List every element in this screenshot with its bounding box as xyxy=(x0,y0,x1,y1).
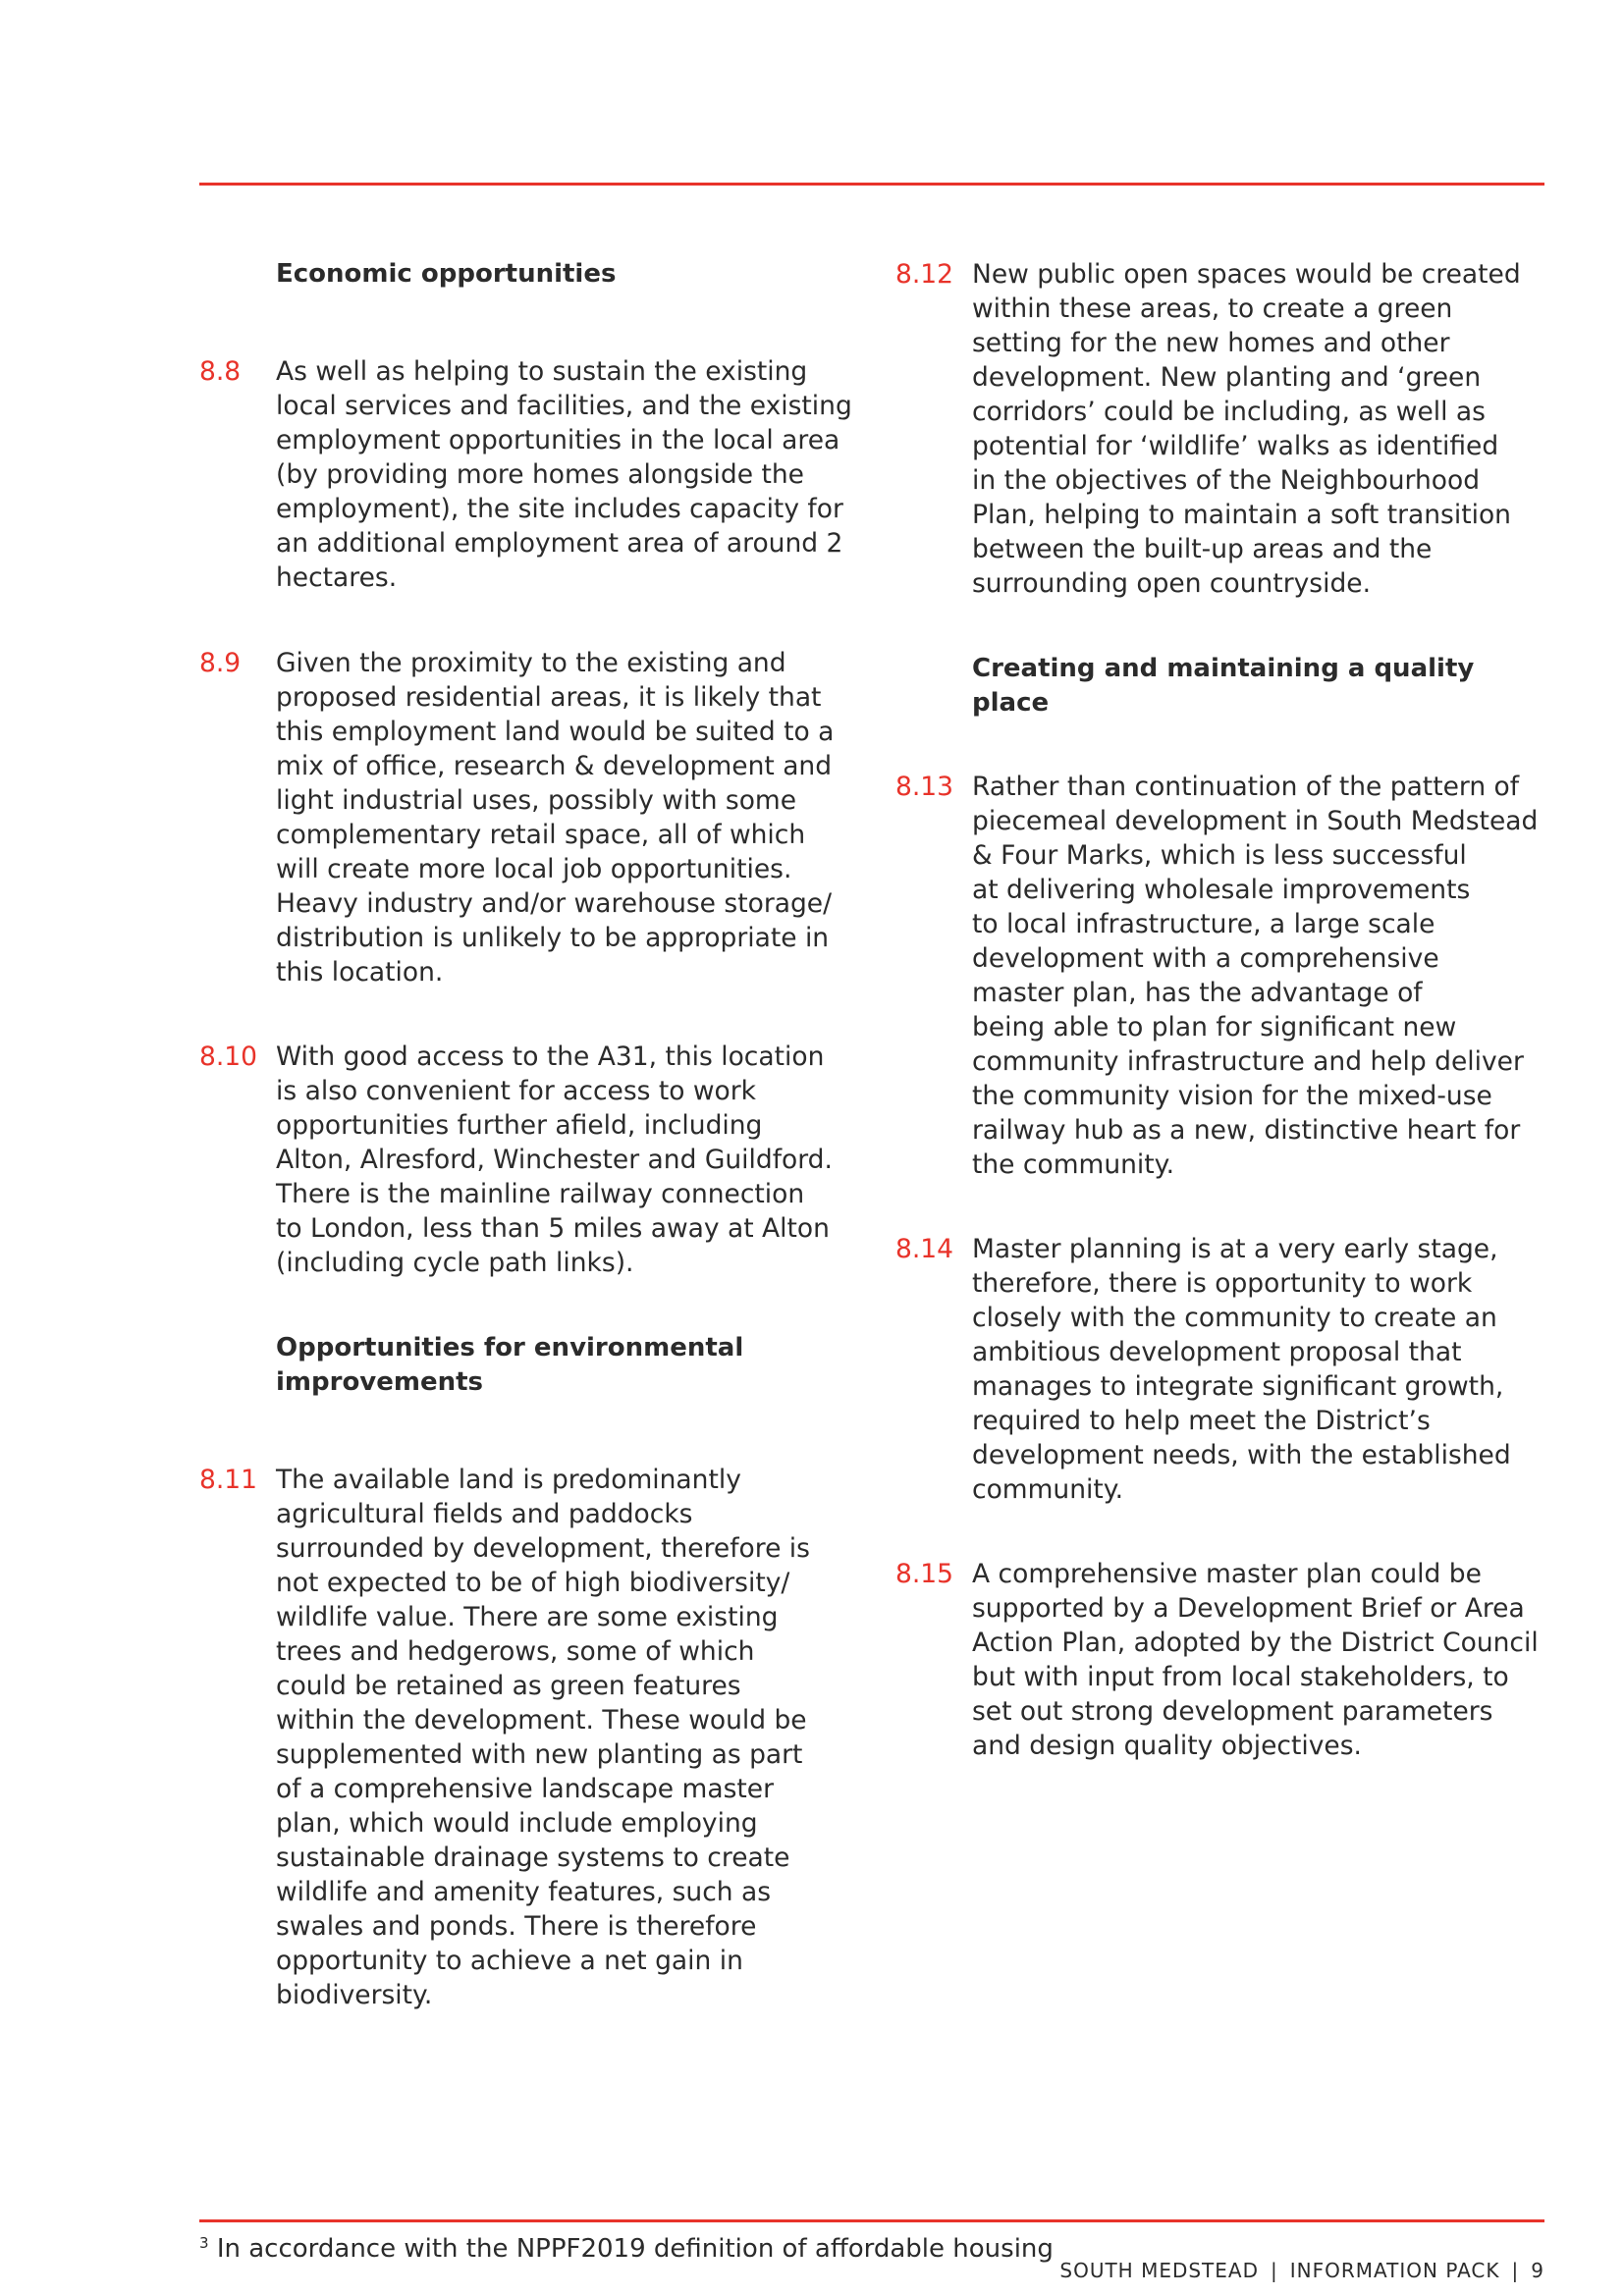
paragraph-8-12 xyxy=(895,257,1553,601)
footer-separator: | xyxy=(1511,2259,1520,2282)
footnote xyxy=(199,2226,1054,2267)
paragraph-text: As well as helping to sustain the existing local services and facilities, and the existing employment opportunities in the local area (by providing more homes alongside the employment), the site includes capacity for an additional employment area of around 2 hectares. xyxy=(276,356,852,593)
top-rule xyxy=(199,183,1544,186)
paragraph-8-10 xyxy=(199,1040,857,1280)
paragraph-8-13 xyxy=(895,770,1553,1182)
paragraph-number: 8.8 xyxy=(199,356,242,387)
paragraph-text: Master planning is at a very early stage, therefore, there is opportunity to work closely with the community to create an ambitious development proposal that manages to integrate significant growth, required to help meet the District’s development needs, with the established community. xyxy=(972,1234,1511,1505)
paragraph-8-15 xyxy=(895,1557,1553,1763)
paragraph-number: 8.14 xyxy=(895,1234,954,1264)
paragraph-number: 8.15 xyxy=(895,1559,954,1589)
paragraph-text: The available land is predominantly agricultural fields and paddocks surrounded by development, therefore is not expected to be of high biodiversity/ wildlife value. There are some existing trees and hedgerows, some of which could be retained as green features within the development. These would be supplemented with new planting as part of a comprehensive landscape master plan, which would include employing sustainable drainage systems to create wildlife and amenity features, such as swales and ponds. There is therefore opportunity to achieve a net gain in biodiversity. xyxy=(276,1465,810,2010)
paragraph-text: With good access to the A31, this location is also convenient for access to work opportunities further afield, including Alton, Alresford, Winchester and Guildford. There is the mainline railway connection to London, less than 5 miles away at Alton (including cycle path links). xyxy=(276,1041,833,1278)
footer-document-name: SOUTH MEDSTEAD xyxy=(1059,2259,1259,2282)
paragraph-number: 8.11 xyxy=(199,1465,258,1495)
bottom-rule xyxy=(199,2219,1544,2222)
paragraph-number: 8.13 xyxy=(895,772,954,802)
footnote-text: In accordance with the NPPF2019 definition of affordable housing xyxy=(216,2234,1054,2264)
paragraph-text: A comprehensive master plan could be supported by a Development Brief or Area Action Plan, adopted by the District Council but with input from local stakeholders, to set out strong development parameters and design quality objectives. xyxy=(972,1559,1539,1761)
paragraph-text: New public open spaces would be created within these areas, to create a green setting for the new homes and other development. New planting and ‘green corridors’ could be including, as well as potential for ‘wildlife’ walks as identified in the objectives of the Neighbourhood Plan, helping to maintain a soft transition between the built-up areas and the surrounding open countryside. xyxy=(972,259,1521,599)
paragraph-text: Rather than continuation of the pattern of piecemeal development in South Medstead & Four Marks, which is less successful at delivering wholesale improvements to local infrastructure, a large scale development with a comprehensive master plan, has the advantage of being able to plan for significant new community infrastructure and help deliver the community vision for the mixed-use railway hub as a new, distinctive heart for the community. xyxy=(972,772,1539,1180)
paragraph-number: 8.9 xyxy=(199,648,242,678)
page-footer xyxy=(1059,2258,1544,2283)
footnote-marker: 3 xyxy=(199,2234,209,2252)
footer-section-name: INFORMATION PACK xyxy=(1289,2259,1500,2282)
heading-economic-opportunities: Economic opportunities xyxy=(276,259,617,289)
paragraph-number: 8.12 xyxy=(895,259,954,290)
right-column xyxy=(895,257,1553,1763)
page-number: 9 xyxy=(1531,2259,1544,2282)
paragraph-8-9 xyxy=(199,646,857,989)
footer-separator: | xyxy=(1271,2259,1278,2282)
paragraph-text: Given the proximity to the existing and proposed residential areas, it is likely that this employment land would be suited to a mix of office, research & development and light industrial uses, possibly with some complementary retail space, all of which will create more local job opportunities. Heavy industry and/or warehouse storage/ distribution is unlikely to be appropriate in this location. xyxy=(276,648,835,988)
paragraph-number: 8.10 xyxy=(199,1041,258,1072)
paragraph-8-11 xyxy=(199,1463,857,2012)
heading-environmental-improvements: Opportunities for environmental improvements xyxy=(276,1333,744,1397)
paragraph-8-14 xyxy=(895,1232,1553,1507)
paragraph-8-8 xyxy=(199,354,857,595)
left-column xyxy=(199,257,857,2012)
heading-quality-place: Creating and maintaining a quality place xyxy=(972,654,1475,718)
